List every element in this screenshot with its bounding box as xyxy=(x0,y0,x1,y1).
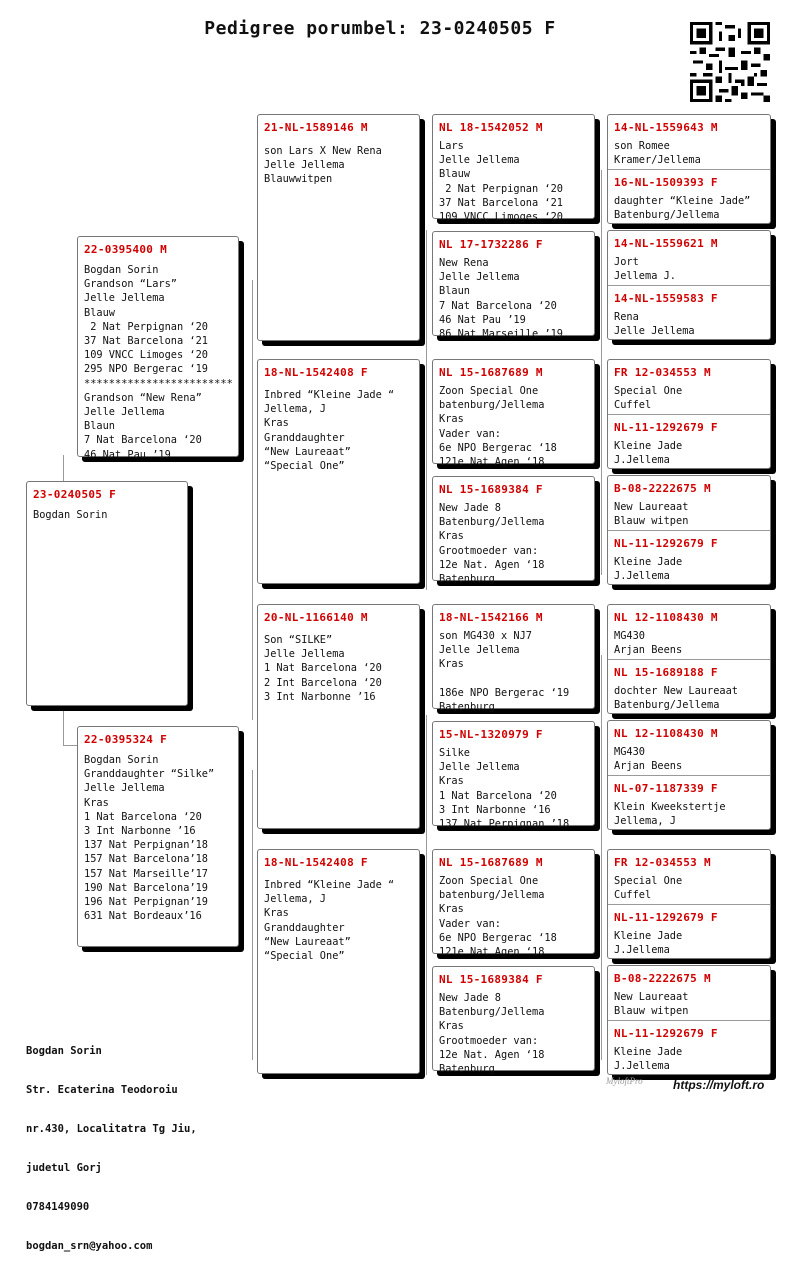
great-grandparent-card[interactable] xyxy=(432,476,595,586)
bird-details: Bogdan Sorin xyxy=(33,509,108,521)
qr-code-icon xyxy=(690,22,770,102)
sire-card[interactable] xyxy=(77,236,239,461)
owner-locality: nr.430, Localitatra Tg Jiu, xyxy=(26,1123,197,1135)
bird-details: Rena Jelle Jellema xyxy=(614,311,695,338)
ring-number: NL 12-1108430 M xyxy=(614,727,718,740)
bird-details: Kleine Jade J.Jellema xyxy=(614,1046,683,1073)
ring-number: NL-11-1292679 F xyxy=(614,421,718,434)
ring-number: NL-11-1292679 F xyxy=(614,537,718,550)
ring-number: NL 18-1542052 M xyxy=(439,121,543,134)
ring-number: 22-0395400 M xyxy=(84,243,168,256)
great-grandparent-card[interactable] xyxy=(432,114,595,224)
great-grandparent-card[interactable] xyxy=(432,849,595,959)
connector-line xyxy=(63,705,64,745)
bird-details: Jort Jellema J. xyxy=(614,256,676,283)
bird-details: son Lars X New Rena Jelle Jellema Blauwwitpen xyxy=(264,145,382,186)
ring-number: NL 15-1689384 F xyxy=(439,483,543,496)
ring-number: NL 15-1689384 F xyxy=(439,973,543,986)
owner-contact xyxy=(26,1019,197,1266)
bird-details: Special One Cuffel xyxy=(614,875,683,902)
gg-grandparent-dam[interactable] xyxy=(608,775,770,830)
gg-grandparent-card[interactable] xyxy=(607,114,771,224)
gg-grandparent-sire[interactable] xyxy=(608,115,770,169)
gg-grandparent-dam[interactable] xyxy=(608,285,770,340)
gg-grandparent-card[interactable] xyxy=(607,230,771,340)
owner-email[interactable]: bogdan_srn@yahoo.com xyxy=(26,1240,153,1252)
ring-number: B-08-2222675 M xyxy=(614,972,711,985)
gg-grandparent-card[interactable] xyxy=(607,475,771,585)
ring-number: FR 12-034553 M xyxy=(614,366,711,379)
gg-grandparent-dam[interactable] xyxy=(608,904,770,959)
gg-grandparent-dam[interactable] xyxy=(608,530,770,585)
gg-grandparent-sire[interactable] xyxy=(608,605,770,659)
gg-grandparent-dam[interactable] xyxy=(608,169,770,224)
connector-line xyxy=(601,170,602,575)
ring-number: NL-11-1292679 F xyxy=(614,911,718,924)
ring-number: 14-NL-1559583 F xyxy=(614,292,718,305)
grandparent-card[interactable] xyxy=(257,849,420,1074)
gg-grandparent-dam[interactable] xyxy=(608,1020,770,1075)
ring-number: 18-NL-1542408 F xyxy=(264,856,368,869)
ring-number: NL 12-1108430 M xyxy=(614,611,718,624)
bird-details: daughter “Kleine Jade” Batenburg/Jellema xyxy=(614,195,751,222)
ring-number: 15-NL-1320979 F xyxy=(439,728,543,741)
gg-grandparent-sire[interactable] xyxy=(608,231,770,285)
gg-grandparent-dam[interactable] xyxy=(608,414,770,469)
connector-line xyxy=(601,655,602,1060)
owner-county: judetul Gorj xyxy=(26,1162,102,1174)
dam-card[interactable] xyxy=(77,726,239,947)
subject-card[interactable] xyxy=(26,481,188,706)
owner-phone: 0784149090 xyxy=(26,1201,90,1213)
ring-number: 20-NL-1166140 M xyxy=(264,611,368,624)
gg-grandparent-sire[interactable] xyxy=(608,721,770,775)
ring-number: 23-0240505 F xyxy=(33,488,117,501)
gg-grandparent-card[interactable] xyxy=(607,849,771,959)
bird-details: Kleine Jade J.Jellema xyxy=(614,930,683,957)
ring-number: NL 15-1687689 M xyxy=(439,366,543,379)
website-link[interactable]: https://myloft.ro xyxy=(673,1078,765,1092)
ring-number: 21-NL-1589146 M xyxy=(264,121,368,134)
ring-number: NL 15-1689188 F xyxy=(614,666,718,679)
bird-details: Klein Kweekstertje Jellema, J xyxy=(614,801,726,828)
connector-line xyxy=(63,745,77,746)
gg-grandparent-card[interactable] xyxy=(607,359,771,469)
great-grandparent-card[interactable] xyxy=(432,231,595,341)
gg-grandparent-sire[interactable] xyxy=(608,966,770,1020)
gg-grandparent-sire[interactable] xyxy=(608,850,770,904)
gg-grandparent-dam[interactable] xyxy=(608,659,770,714)
bird-details: Bogdan Sorin Granddaughter “Silke” Jelle Jellema Kras 1 Nat Barcelona ‘20 3 Int Narbonne ’16 137 Nat Perpignan’18 157 Nat Barcelona’18 157 Nat Marseille’17 190 Nat Barcelona’19 196 Nat Perpignan’19 631 Nat Bordeaux’16 xyxy=(84,754,215,923)
bird-details: Son “SILKE” Jelle Jellema 1 Nat Barcelona ‘20 2 Int Barcelona ‘20 3 Int Narbonne ’16 xyxy=(264,634,382,703)
gg-grandparent-sire[interactable] xyxy=(608,476,770,530)
owner-street: Str. Ecaterina Teodoroiu xyxy=(26,1084,178,1096)
bird-details: New Jade 8 Batenburg/Jellema Kras Grootmoeder van: 12e Nat. Agen ‘18 Batenburg xyxy=(439,502,545,586)
connector-line xyxy=(252,770,253,1060)
ring-number: 16-NL-1509393 F xyxy=(614,176,718,189)
ring-number: NL-11-1292679 F xyxy=(614,1027,718,1040)
page-title: Pedigree porumbel: 23-0240505 F xyxy=(204,18,556,39)
bird-details: New Rena Jelle Jellema Blaun 7 Nat Barcelona ‘20 46 Nat Pau ’19 86 Nat Marseille ’19 xyxy=(439,257,563,341)
ring-number: 18-NL-1542166 M xyxy=(439,611,543,624)
great-grandparent-card[interactable] xyxy=(432,721,595,831)
bird-details: New Laureaat Blauw witpen xyxy=(614,991,689,1018)
signature: MyloftPro xyxy=(606,1076,643,1086)
great-grandparent-card[interactable] xyxy=(432,359,595,469)
bird-details: New Laureaat Blauw witpen xyxy=(614,501,689,528)
ring-number: NL 15-1687689 M xyxy=(439,856,543,869)
ring-number: 18-NL-1542408 F xyxy=(264,366,368,379)
ring-number: 14-NL-1559643 M xyxy=(614,121,718,134)
bird-details: New Jade 8 Batenburg/Jellema Kras Grootmoeder van: 12e Nat. Agen ‘18 Batenburg xyxy=(439,992,545,1076)
bird-details: son MG430 x NJ7 Jelle Jellema Kras 186e NPO Bergerac ‘19 Batenburg xyxy=(439,630,570,714)
connector-line xyxy=(252,280,253,720)
ring-number: B-08-2222675 M xyxy=(614,482,711,495)
bird-details: Kleine Jade J.Jellema xyxy=(614,556,683,583)
bird-details: Silke Jelle Jellema Kras 1 Nat Barcelona ‘20 3 Int Narbonne ‘16 137 Nat Perpignan ’18 xyxy=(439,747,570,831)
bird-details: Lars Jelle Jellema Blauw 2 Nat Perpignan ‘20 37 Nat Barcelona ‘21 109 VNCC Limoges ‘20 xyxy=(439,140,563,224)
bird-details: Zoon Special One batenburg/Jellema Kras Vader van: 6e NPO Bergerac ‘18 121e Nat Agen ‘18 xyxy=(439,385,557,469)
ring-number: FR 12-034553 M xyxy=(614,856,711,869)
ring-number: 14-NL-1559621 M xyxy=(614,237,718,250)
ring-number: 22-0395324 F xyxy=(84,733,168,746)
grandparent-card[interactable] xyxy=(257,114,420,341)
bird-details: MG430 Arjan Beens xyxy=(614,746,683,773)
connector-line xyxy=(426,715,427,1075)
bird-details: MG430 Arjan Beens xyxy=(614,630,683,657)
great-grandparent-card[interactable] xyxy=(432,966,595,1076)
bird-details: Kleine Jade J.Jellema xyxy=(614,440,683,467)
bird-details: Special One Cuffel xyxy=(614,385,683,412)
gg-grandparent-card[interactable] xyxy=(607,965,771,1075)
bird-details: Bogdan Sorin Grandson “Lars” Jelle Jellema Blauw 2 Nat Perpignan ‘20 37 Nat Barcelona ‘21 109 VNCC Limoges ‘20 295 NPO Bergerac ‘19 ************************ Grandson “New Rena” Jelle Jellema Blaun 7 Nat Barcelona ‘20 46 Nat Pau ’19 xyxy=(84,264,233,461)
gg-grandparent-card[interactable] xyxy=(607,720,771,830)
ring-number: NL-07-1187339 F xyxy=(614,782,718,795)
gg-grandparent-card[interactable] xyxy=(607,604,771,714)
connector-line xyxy=(426,230,427,590)
bird-details: dochter New Laureaat Batenburg/Jellema xyxy=(614,685,738,712)
gg-grandparent-sire[interactable] xyxy=(608,360,770,414)
owner-name: Bogdan Sorin xyxy=(26,1045,102,1057)
bird-details: son Romee Kramer/Jellema xyxy=(614,140,701,167)
bird-details: Zoon Special One batenburg/Jellema Kras Vader van: 6e NPO Bergerac ‘18 121e Nat Agen ‘18 xyxy=(439,875,557,959)
bird-details: Inbred “Kleine Jade “ Jellema, J Kras Granddaughter “New Laureaat” “Special One” xyxy=(264,879,395,963)
great-grandparent-card[interactable] xyxy=(432,604,595,714)
grandparent-card[interactable] xyxy=(257,359,420,584)
ring-number: NL 17-1732286 F xyxy=(439,238,543,251)
bird-details: Inbred “Kleine Jade “ Jellema, J Kras Granddaughter “New Laureaat” “Special One” xyxy=(264,389,395,473)
grandparent-card[interactable] xyxy=(257,604,420,829)
